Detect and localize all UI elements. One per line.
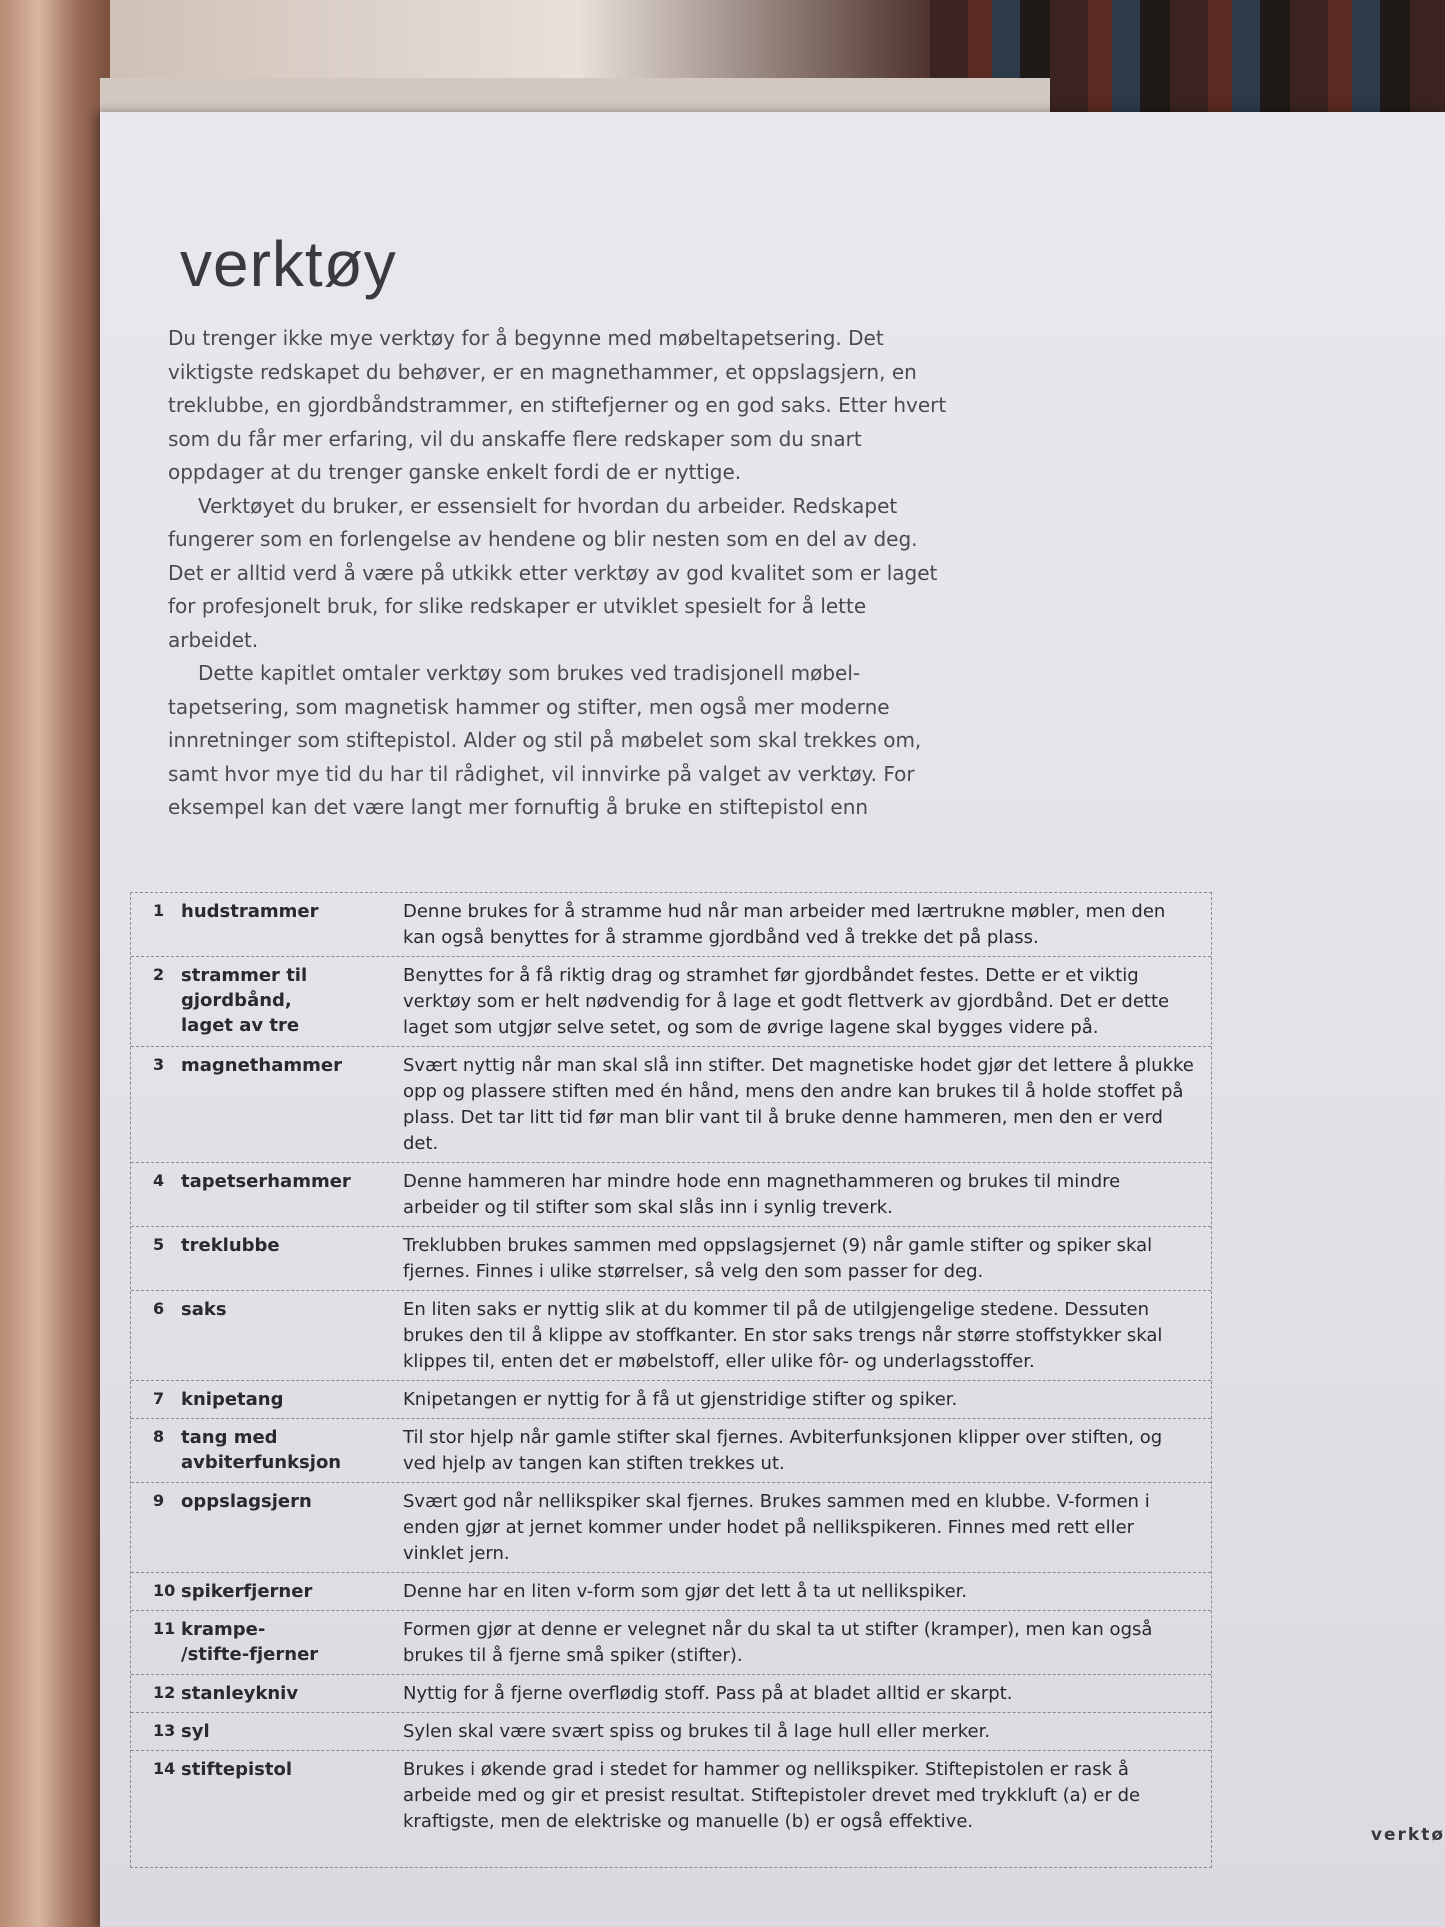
- table-row: [131, 1751, 1211, 1867]
- table-row: [131, 1419, 1211, 1483]
- tool-number: 14: [153, 1759, 176, 1778]
- tool-number: 7: [153, 1389, 165, 1408]
- tool-description: Denne brukes for å stramme hud når man arbeider med lærtrukne møbler, men den kan også benyttes for å stramme gjordbånd ved å trekke det på plass.: [403, 901, 1166, 948]
- tool-name-cell: [131, 1425, 403, 1477]
- tool-description: Sylen skal være svært spiss og brukes til å lage hull eller merker.: [403, 1721, 991, 1742]
- table-row: [131, 1163, 1211, 1227]
- tool-name: krampe- /stifte-fjerner: [181, 1619, 319, 1665]
- tool-number: 3: [153, 1055, 165, 1074]
- tool-number: 2: [153, 965, 165, 984]
- tool-name: magnethammer: [181, 1055, 342, 1076]
- tool-description: Denne hammeren har mindre hode enn magnethammeren og brukes til mindre arbeider og til stifter som skal slås inn i synlig treverk.: [403, 1171, 1121, 1218]
- tool-name: stanleykniv: [181, 1683, 299, 1704]
- tool-number: 11: [153, 1619, 176, 1638]
- tool-name-cell: [131, 963, 403, 1041]
- tool-name: treklubbe: [181, 1235, 280, 1256]
- tool-description: Brukes i økende grad i stedet for hammer og nellikspiker. Stiftepistolen er rask å arbeide med og gir et presist resultat. Stiftepistoler drevet med trykkluft (a) er de kraftigste, men de elektriske og manuelle (b) er også effektive.: [403, 1759, 1141, 1832]
- intro-paragraph: Du trenger ikke mye verktøy for å begynne med møbeltapetsering. Det viktigste redskapet du behøver, er en magnethammer, et oppslagsjern, en treklubbe, en gjordbåndstrammer, en stiftefjerner og en god saks. Etter hvert som du får mer erfaring, vil du anskaffe flere redskaper som du snart oppdager at du trenger ganske enkelt fordi de er nyttige.: [168, 326, 947, 484]
- tool-name: oppslagsjern: [181, 1491, 312, 1512]
- tool-description: Formen gjør at denne er velegnet når du skal ta ut stifter (kramper), men kan også brukes til å fjerne små spiker (stifter).: [403, 1619, 1153, 1666]
- tool-name-cell: [131, 1053, 403, 1157]
- tool-description: Svært god når nellikspiker skal fjernes. Brukes sammen med en klubbe. V-formen i enden gjør at jernet kommer under hodet på nellikspikeren. Finnes med rett eller vinklet jern.: [403, 1491, 1150, 1564]
- tool-description: Benyttes for å få riktig drag og stramhet før gjordbåndet festes. Dette er et viktig verktøy som er helt nødvendig for å lage et godt flettverk av gjordbånd. Det er dette laget som utgjør selve setet, og som de øvrige lagene skal bygges videre på.: [403, 965, 1170, 1038]
- tool-description: Til stor hjelp når gamle stifter skal fjernes. Avbiterfunksjonen klipper over stiften, og ved hjelp av tangen kan stiften trekkes ut.: [403, 1427, 1163, 1474]
- tool-name: stiftepistol: [181, 1759, 293, 1780]
- table-row: [131, 1291, 1211, 1381]
- tool-name: tapetserhammer: [181, 1171, 351, 1192]
- tool-number: 8: [153, 1427, 165, 1446]
- tool-name-cell: [131, 1681, 403, 1707]
- tools-table: [130, 892, 1212, 1868]
- table-row: [131, 1227, 1211, 1291]
- tool-name: strammer til gjordbånd, laget av tre: [181, 965, 308, 1036]
- tool-description: Knipetangen er nyttig for å få ut gjenstridige stifter og spiker.: [403, 1389, 958, 1410]
- table-row: [131, 957, 1211, 1047]
- table-row: [131, 1483, 1211, 1573]
- tool-name-cell: [131, 1719, 403, 1745]
- tool-number: 9: [153, 1491, 165, 1510]
- tool-description: Nyttig for å fjerne overflødig stoff. Pass på at bladet alltid er skarpt.: [403, 1683, 1013, 1704]
- tool-name-cell: [131, 1489, 403, 1567]
- tool-number: 12: [153, 1683, 176, 1702]
- running-footer: verktø: [1370, 1825, 1445, 1845]
- tool-name-cell: [131, 1169, 403, 1221]
- tool-name: knipetang: [181, 1389, 284, 1410]
- tool-name-cell: [131, 899, 403, 951]
- tool-name-cell: [131, 1297, 403, 1375]
- book-page: [100, 112, 1445, 1927]
- tool-number: 5: [153, 1235, 165, 1254]
- table-row: [131, 1047, 1211, 1163]
- tool-number: 4: [153, 1171, 165, 1190]
- tool-name: spikerfjerner: [181, 1581, 313, 1602]
- tool-name-cell: [131, 1233, 403, 1285]
- tool-number: 10: [153, 1581, 176, 1600]
- tool-name: tang med avbiterfunksjon: [181, 1427, 342, 1473]
- page-title: verktøy: [180, 228, 397, 300]
- table-row: [131, 1713, 1211, 1751]
- tool-description: Treklubben brukes sammen med oppslagsjernet (9) når gamle stifter og spiker skal fjernes. Finnes i ulike størrelser, så velg den som passer for deg.: [403, 1235, 1153, 1282]
- table-row: [131, 893, 1211, 957]
- tool-name-cell: [131, 1579, 403, 1605]
- wooden-surface: [0, 0, 110, 1927]
- table-row: [131, 1381, 1211, 1419]
- intro-paragraph: Dette kapitlet omtaler verktøy som brukes ved tradisjonell møbel-tapetsering, som magnetisk hammer og stifter, men også mer moderne innretninger som stiftepistol. Alder og stil på møbelet som skal trekkes om, samt hvor mye tid du har til rådighet, vil innvirke på valget av verktøy. For eksempel kan det være langt mer fornuftig å bruke en stiftepistol enn: [168, 661, 922, 819]
- tool-number: 13: [153, 1721, 176, 1740]
- tool-description: Denne har en liten v-form som gjør det lett å ta ut nellikspiker.: [403, 1581, 968, 1602]
- tool-name-cell: [131, 1387, 403, 1413]
- intro-text: [168, 322, 958, 825]
- tool-name: saks: [181, 1299, 227, 1320]
- table-row: [131, 1611, 1211, 1675]
- tool-description: Svært nyttig når man skal slå inn stifter. Det magnetiske hodet gjør det lettere å plukke opp og plassere stiften med én hånd, mens den andre kan brukes til å holde stoffet på plass. Det tar litt tid før man blir vant til å bruke denne hammeren, men den er verd det.: [403, 1055, 1194, 1154]
- tool-name: syl: [181, 1721, 210, 1742]
- tool-number: 1: [153, 901, 165, 920]
- table-row: [131, 1675, 1211, 1713]
- tool-name: hudstrammer: [181, 901, 319, 922]
- tool-number: 6: [153, 1299, 165, 1318]
- tool-description: En liten saks er nyttig slik at du kommer til på de utilgjengelige stedene. Dessuten brukes den til å klippe av stoffkanter. En stor saks trengs når større stoffstykker skal klippes til, enten det er møbelstoff, eller ulike fôr- og underlagsstoffer.: [403, 1299, 1163, 1372]
- tool-name-cell: [131, 1757, 403, 1835]
- tool-name-cell: [131, 1617, 403, 1669]
- table-row: [131, 1573, 1211, 1611]
- intro-paragraph: Verktøyet du bruker, er essensielt for hvordan du arbeider. Redskapet fungerer som en forlengelse av hendene og blir nesten som en del av deg. Det er alltid verd å være på utkikk etter verktøy av god kvalitet som er laget for profesjonelt bruk, for slike redskaper er utviklet spesielt for å lette arbeidet.: [168, 493, 938, 652]
